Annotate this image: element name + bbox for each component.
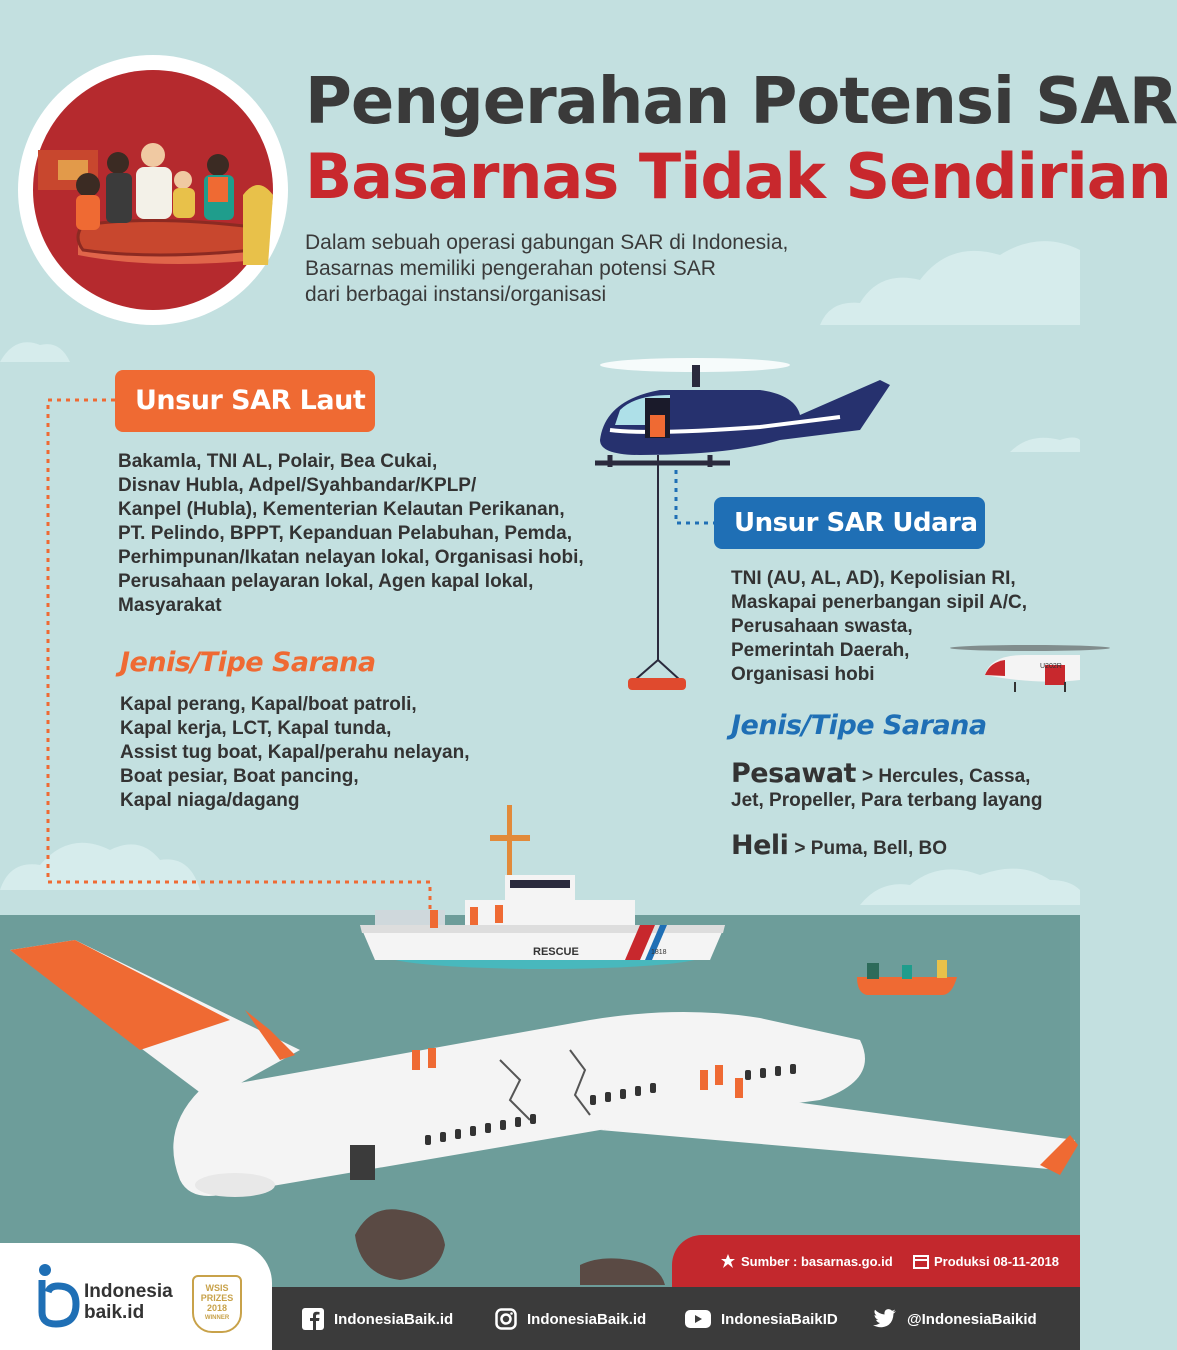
list-item: Masyarakat (118, 595, 222, 616)
award-line1: WSIS (205, 1283, 229, 1293)
facebook-handle: IndonesiaBaik.id (334, 1310, 454, 1328)
list-item: Perhimpunan/Ikatan nelayan lokal, Organisasi hobi, (118, 547, 584, 568)
instagram-icon (495, 1308, 517, 1330)
twitter-handle: @IndonesiaBaikid (907, 1310, 1037, 1328)
page-title-line2: Basarnas Tidak Sendirian (305, 140, 1171, 213)
brand-name (84, 1281, 173, 1323)
list-item: Organisasi hobi (731, 664, 875, 685)
twitter-icon (873, 1308, 897, 1330)
instagram-link[interactable] (495, 1308, 646, 1330)
source-label: Sumber : basarnas.go.id (741, 1253, 893, 1269)
source-text (720, 1253, 893, 1269)
pesawat-types: > Hercules, Cassa, (861, 766, 1031, 787)
list-item: Kapal niaga/dagang (120, 790, 300, 811)
production-text (913, 1253, 1059, 1269)
award-line3: 2018 (206, 1303, 228, 1313)
pesawat-entry (731, 758, 1030, 789)
list-item: Perusahaan swasta, (731, 616, 913, 637)
list-item: TNI (AU, AL, AD), Kepolisian RI, (731, 568, 1016, 589)
udara-agencies-list (731, 567, 1027, 687)
indonesia-baik-logo-icon (38, 1262, 80, 1328)
laut-agencies-list (118, 450, 584, 618)
unsur-sar-laut-badge: Unsur SAR Laut (115, 370, 375, 432)
facebook-icon (302, 1308, 324, 1330)
award-line2: PRIZES (200, 1293, 234, 1303)
list-item: Kapal kerja, LCT, Kapal tunda, (120, 718, 392, 739)
intro-line: Basarnas memiliki pengerahan potensi SAR (305, 257, 716, 280)
list-item: Disnav Hubla, Adpel/Syahbandar/KPLP/ (118, 475, 477, 496)
list-item: Perusahaan pelayaran lokal, Agen kapal lokal, (118, 571, 534, 592)
list-item: Kapal perang, Kapal/boat patroli, (120, 694, 417, 715)
youtube-link[interactable] (685, 1308, 838, 1330)
page-title-line1: Pengerahan Potensi SAR (305, 65, 1177, 139)
pesawat-label: Pesawat (731, 758, 856, 789)
intro-line: Dalam sebuah operasi gabungan SAR di Indonesia, (305, 231, 789, 254)
list-item: Maskapai penerbangan sipil A/C, (731, 592, 1027, 613)
intro-line: dari berbagai instansi/organisasi (305, 283, 607, 306)
udara-jenis-heading: Jenis/Tipe Sarana (731, 710, 987, 741)
laut-jenis-heading: Jenis/Tipe Sarana (120, 647, 376, 678)
youtube-handle: IndonesiaBaikID (721, 1310, 838, 1328)
basarnas-icon (720, 1253, 736, 1269)
list-item: Assist tug boat, Kapal/perahu nelayan, (120, 742, 470, 763)
calendar-icon (913, 1253, 929, 1269)
ship-rescue-label: RESCUE (533, 946, 579, 958)
brand-line2: baik.id (84, 1302, 145, 1323)
crashed-airplane-illustration (0, 930, 1080, 1235)
twitter-link[interactable] (873, 1308, 1037, 1330)
ship-number-label: 1818 (651, 949, 667, 956)
brand-line1: Indonesia (84, 1281, 173, 1302)
list-item: Pemerintah Daerah, (731, 640, 910, 661)
heli-entry (731, 830, 947, 861)
pesawat-types-continued: Jet, Propeller, Para terbang layang (731, 790, 1043, 811)
award-line4: WINNER (204, 1315, 230, 1321)
heli-types: > Puma, Bell, BO (794, 838, 947, 859)
wsis-award-badge (192, 1275, 242, 1333)
list-item: PT. Pelindo, BPPT, Kepanduan Pelabuhan, Pemda, (118, 523, 572, 544)
coast-guard-heli-label: U202R (1040, 663, 1062, 670)
youtube-icon (685, 1308, 711, 1330)
production-label: Produksi 08-11-2018 (934, 1253, 1060, 1269)
list-item: Kanpel (Hubla), Kementerian Kelautan Perikanan, (118, 499, 565, 520)
heli-label: Heli (731, 830, 789, 861)
facebook-link[interactable] (302, 1308, 453, 1330)
list-item: Bakamla, TNI AL, Polair, Bea Cukai, (118, 451, 438, 472)
unsur-sar-udara-badge: Unsur SAR Udara (714, 497, 985, 549)
list-item: Boat pesiar, Boat pancing, (120, 766, 359, 787)
instagram-handle: IndonesiaBaik.id (527, 1310, 647, 1328)
